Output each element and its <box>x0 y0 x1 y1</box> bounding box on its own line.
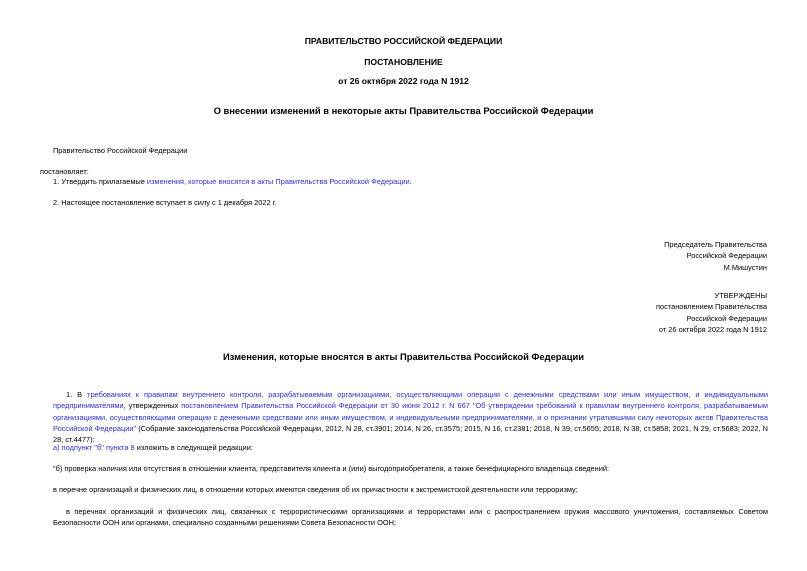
signature-line-3: М.Мишустин <box>723 262 767 272</box>
government-heading: ПРАВИТЕЛЬСТВО РОССИЙСКОЙ ФЕДЕРАЦИИ <box>304 36 503 46</box>
changes-link[interactable]: изменения, которые вносятся в акты Правительства Российской Федерации <box>146 177 410 186</box>
resolves-text: постановляет: <box>40 167 89 176</box>
document-date-number: от 26 октября 2022 года N 1912 <box>338 76 469 86</box>
item-1-prefix: 1. Утвердить прилагаемые <box>53 177 147 186</box>
requirements-link[interactable]: требованиях к правилам внутреннего контроля, разрабатываемым организациями, осуществляющими операции с денежными средствами или иным имуществом, и индивидуальными предпринимателями <box>53 390 769 411</box>
item-1 <box>53 177 412 186</box>
p1-start: 1. В <box>66 390 88 399</box>
signature-block <box>664 239 767 273</box>
approval-block <box>656 290 767 336</box>
intro-text: Правительство Российской Федерации <box>53 146 188 155</box>
changes-paragraph-1 <box>53 389 768 445</box>
signature-line-1: Председатель Правительства <box>664 240 767 249</box>
subitem-a <box>53 443 253 452</box>
subitem-a-rest: изложить в следующей редакции: <box>134 443 253 452</box>
changes-title: Изменения, которые вносятся в акты Правительства Российской Федерации <box>222 351 585 362</box>
decree-667-link[interactable]: постановлением Правительства Российской Федерации от 30 июня 2012 г. N 667 "Об утверждении требований к правилам внутреннего контроля, разрабатываемым организациями, осуществляющими операции с денежными средствами или иным имуществом, и индивидуальными предпринимателями, и о признании утратившими силу некоторых актов Правительства Российской Федерации" <box>53 401 768 433</box>
approval-line-4: от 26 октября 2022 года N 1912 <box>658 325 767 335</box>
p1-middle: , утвержденных <box>123 401 182 411</box>
signature-line-2: Российской Федерации <box>686 251 767 261</box>
subitem-d: в перечнях организаций и физических лиц, связанных с террористическими организациями и террористами или с распространением оружия массового уничтожения, составляемых Советом Безопасности ООН или органами, специально созданными решениями Совета Безопасности ООН; <box>53 507 768 528</box>
approval-line-1: УТВЕРЖДЕНЫ <box>714 291 767 300</box>
p1-end: (Собрание законодательства Российской Федерации, 2012, N 28, ст.3901; 2014, N 26, ст.3575; 2015, N 16, ст.2381; 2018, N 39, ст.5655; 2018, N 38, ст.5858; 2021, N 29, ст.5683; 2022, N 28, ст.4477): <box>53 423 768 445</box>
item-1-suffix: . <box>409 177 412 186</box>
document-title: О внесении изменений в некоторые акты Правительства Российской Федерации <box>213 105 594 116</box>
subitem-c: в перечне организаций и физических лиц, в отношении которых имеются сведения об их причастности к экстремистской деятельности или терроризму; <box>53 485 578 494</box>
approval-line-2: постановлением Правительства <box>656 302 767 312</box>
approval-line-3: Российской Федерации <box>686 313 767 323</box>
subitem-b: "б) проверка наличия или отсутствия в отношении клиента, представителя клиента и (или) выгодоприобретателя, а также бенефициарного владельца сведений: <box>53 464 610 473</box>
document-type: ПОСТАНОВЛЕНИЕ <box>364 57 443 67</box>
subitem-a-link[interactable]: а) подпункт "б" пункта 8 <box>53 443 135 452</box>
item-2: 2. Настоящее постановление вступает в силу с 1 декабря 2022 г. <box>53 198 277 207</box>
